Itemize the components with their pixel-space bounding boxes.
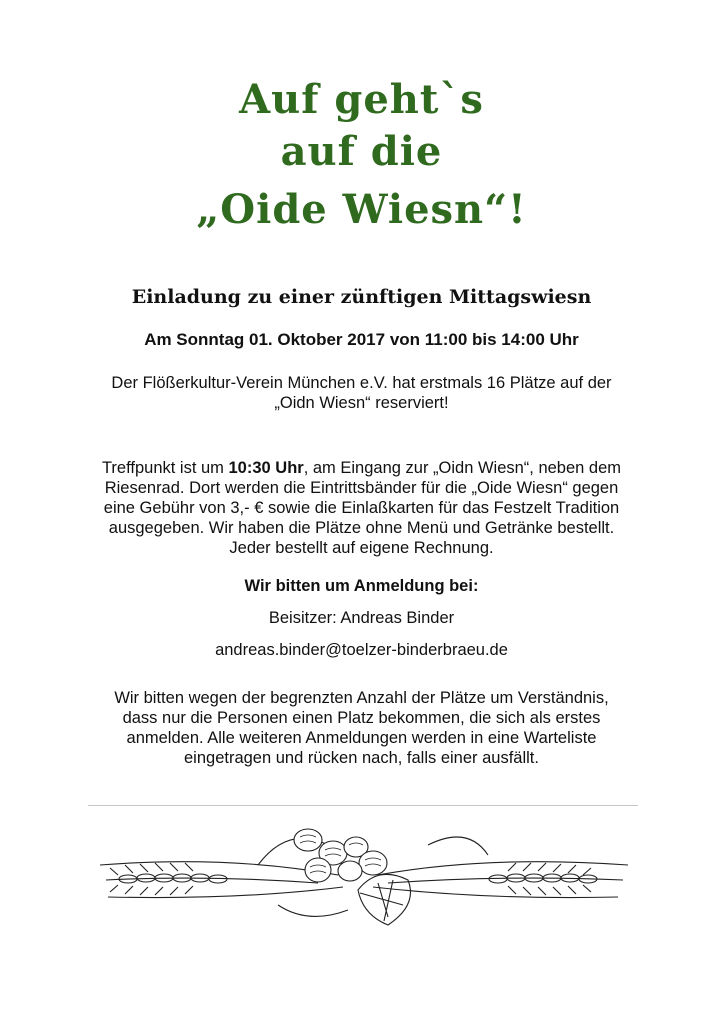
registration-heading: Wir bitten um Anmeldung bei: xyxy=(244,577,479,595)
meeting-line-3: eine Gebühr von 3,- € sowie die Einlaßkarten für das Festzelt Tradition xyxy=(103,499,620,517)
notice-line-1: Wir bitten wegen der begrenzten Anzahl der Plätze um Verständnis, xyxy=(114,689,609,707)
meeting-paragraph xyxy=(60,458,663,558)
registration-email-link[interactable]: andreas.binder@toelzer-binderbraeu.de xyxy=(215,641,508,659)
notice-line-4: eingetragen und rücken nach, falls einer ausfällt. xyxy=(184,749,539,767)
title-line-3: „Oide Wiesn“! xyxy=(196,186,527,233)
meeting-suffix: , am Eingang zur „Oidn Wiesn“, neben dem xyxy=(303,459,622,477)
title-line-1: Auf geht`s xyxy=(239,76,484,123)
notice-line-2: dass nur die Personen einen Platz bekommen, die sich als erstes xyxy=(122,709,601,727)
meeting-line-1 xyxy=(60,458,663,478)
notice-paragraph xyxy=(60,688,663,768)
meeting-line-4: ausgegeben. Wir haben die Plätze ohne Menü und Getränke bestellt. xyxy=(108,519,615,537)
registration-person: Beisitzer: Andreas Binder xyxy=(268,609,455,627)
intro-line-2: „Oidn Wiesn“ reserviert! xyxy=(274,394,449,412)
meeting-line-5: Jeder bestellt auf eigene Rechnung. xyxy=(229,539,494,557)
meeting-line-2: Riesenrad. Dort werden die Eintrittsbänder für die „Oide Wiesn“ gegen xyxy=(104,479,619,497)
invitation-heading: Einladung zu einer zünftigen Mittagswiesn xyxy=(131,286,592,308)
meeting-time: 10:30 Uhr xyxy=(228,459,304,477)
hops-wheat-ornament-icon xyxy=(88,805,638,935)
title-line-2: auf die xyxy=(280,128,443,175)
intro-paragraph xyxy=(60,373,663,413)
notice-line-3: anmelden. Alle weiteren Anmeldungen werden in eine Warteliste xyxy=(126,729,597,747)
meeting-prefix: Treffpunkt ist um xyxy=(101,459,229,477)
event-date: Am Sonntag 01. Oktober 2017 von 11:00 bis 14:00 Uhr xyxy=(144,330,579,349)
intro-line-1: Der Flößerkultur-Verein München e.V. hat erstmals 16 Plätze auf der xyxy=(111,374,612,392)
